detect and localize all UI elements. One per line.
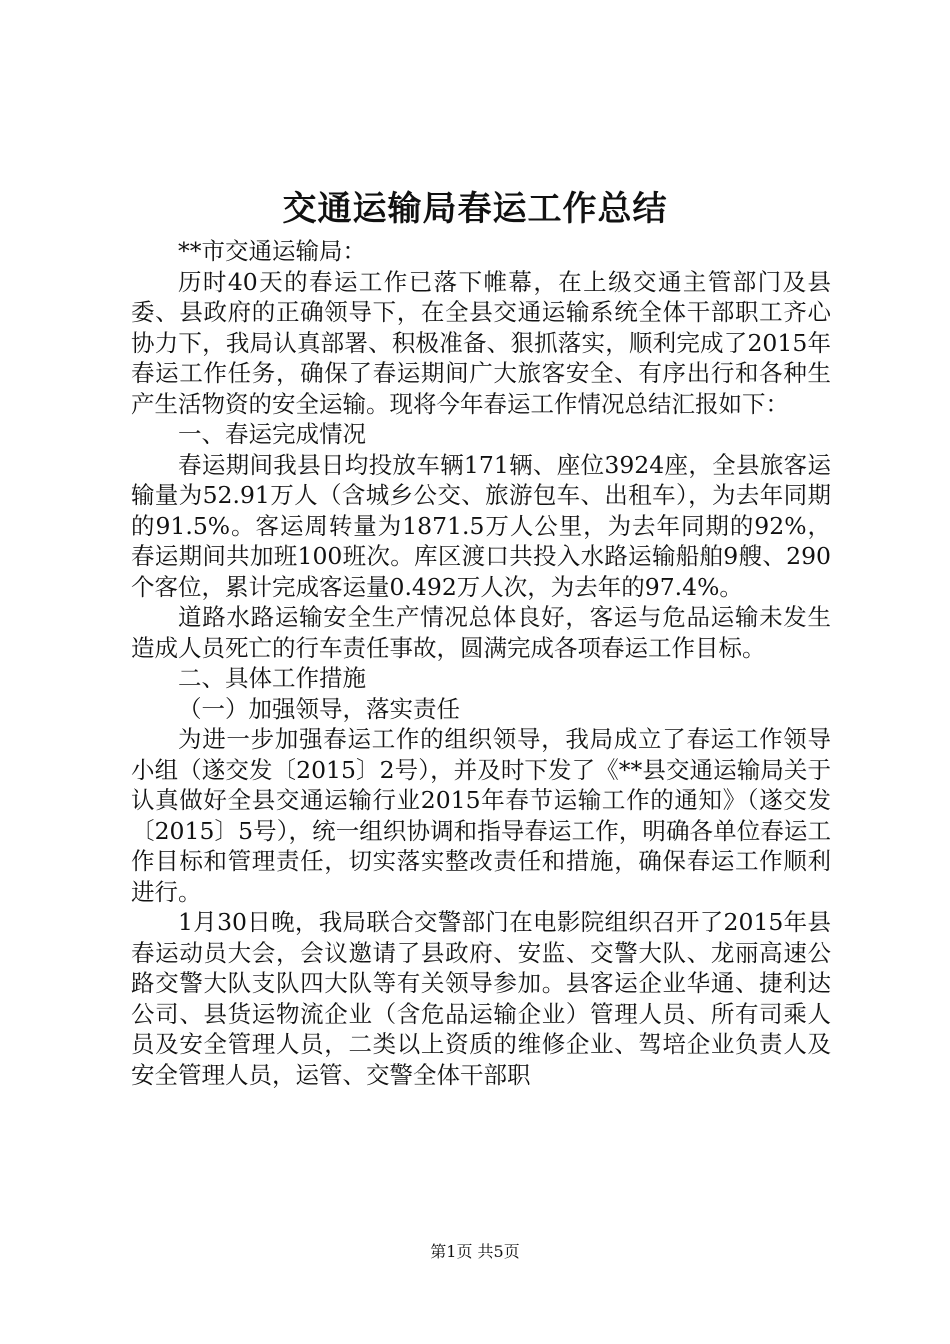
document-body bbox=[131, 236, 831, 1090]
paragraph-intro: 历时40天的春运工作已落下帷幕，在上级交通主管部门及县委、县政府的正确领导下，在全县交通运输系统全体干部职工齐心协力下，我局认真部署、积极准备、狠抓落实，顺利完成了2015年春运工作任务，确保了春运期间广大旅客安全、有序出行和各种生产生活物资的安全运输。现将今年春运工作情况总结汇报如下： bbox=[131, 267, 831, 418]
paragraph-safety: 道路水路运输安全生产情况总体良好，客运与危品运输未发生造成人员死亡的行车责任事故，圆满完成各项春运工作目标。 bbox=[131, 603, 831, 662]
page-footer: 第1页 共5页 bbox=[430, 1242, 520, 1261]
paragraph-salutation: **市交通运输局： bbox=[178, 237, 366, 265]
paragraph-meeting: 1月30日晚，我局联合交警部门在电影院组织召开了2015年县春运动员大会，会议邀请了县政府、安监、交警大队、龙丽高速公路交警大队支队四大队等有关领导参加。县客运企业华通、捷利达公司、县货运物流企业（含危品运输企业）管理人员、所有司乘人员及安全管理人员，二类以上资质的维修企业、驾培企业负责人及安全管理人员，运管、交警全体干部职 bbox=[131, 908, 831, 1089]
section-heading-1: 一、春运完成情况 bbox=[178, 420, 366, 448]
section-heading-2: 二、具体工作措施 bbox=[178, 664, 366, 692]
document-title: 交通运输局春运工作总结 bbox=[282, 189, 668, 229]
paragraph-leadership: 为进一步加强春运工作的组织领导，我局成立了春运工作领导小组（遂交发〔2015〕2号），并及时下发了《**县交通运输局关于认真做好全县交通运输行业2015年春节运输工作的通知》（遂交发〔2015〕5号），统一组织协调和指导春运工作，明确各单位春运工作目标和管理责任，切实落实整改责任和措施，确保春运工作顺利进行。 bbox=[131, 725, 831, 906]
paragraph-statistics: 春运期间我县日均投放车辆171辆、座位3924座，全县旅客运输量为52.91万人（含城乡公交、旅游包车、出租车），为去年同期的91.5%。客运周转量为1871.5万人公里，为去年同期的92%，春运期间共加班100班次。库区渡口共投入水路运输船舶9艘、290个客位，累计完成客运量0.492万人次，为去年的97.4%。 bbox=[131, 450, 831, 601]
subsection-heading-1: （一）加强领导，落实责任 bbox=[178, 694, 460, 723]
